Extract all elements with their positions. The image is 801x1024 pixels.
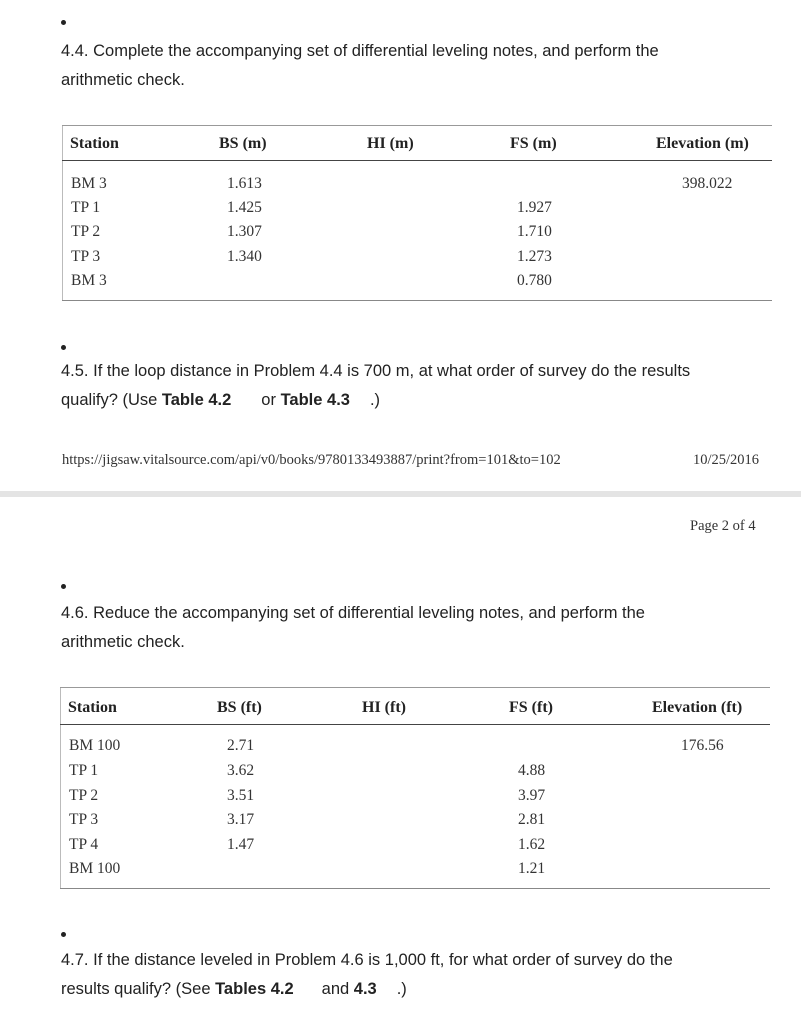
problem-4-7-line1: 4.7. If the distance leveled in Problem 4.6 is 1,000 ft, for what order of survey do the <box>61 951 673 969</box>
table-4-2-ref: Table 4.2 <box>161 391 232 409</box>
bullet-4-4 <box>61 20 66 25</box>
bs-cell: 1.47 <box>227 836 255 853</box>
leveling-table-2 <box>60 687 770 889</box>
problem-4-5-text: or <box>261 391 281 409</box>
problem-4-7 <box>61 946 781 1004</box>
bs-cell: 1.307 <box>227 223 262 240</box>
problem-4-7-text: .) <box>396 980 407 998</box>
print-url: https://jigsaw.vitalsource.com/api/v0/books/9780133493887/print?from=101&to=102 <box>62 452 561 468</box>
problem-4-5-line1: 4.5. If the loop distance in Problem 4.4 is 700 m, at what order of survey do the results <box>61 362 691 380</box>
bs-cell: 3.62 <box>227 762 255 779</box>
bs-cell: 3.51 <box>227 787 255 804</box>
problem-4-5-text: .) <box>369 391 381 409</box>
station-cell: BM 3 <box>71 175 107 192</box>
problem-4-6 <box>61 599 781 657</box>
bs-cell: 1.613 <box>227 175 262 192</box>
table-1-header-fs: FS (m) <box>510 135 557 152</box>
table-1-header-bs: BS (m) <box>219 135 267 152</box>
bullet-4-5 <box>61 345 66 350</box>
bullet-4-6 <box>61 584 66 589</box>
table-4-3-ref: Table 4.3 <box>280 391 350 409</box>
table-1-header-elevation: Elevation (m) <box>656 135 749 152</box>
leveling-table-1 <box>62 125 772 301</box>
bs-cell: 2.71 <box>227 737 255 754</box>
elevation-cell: 398.022 <box>682 175 733 192</box>
print-date: 10/25/2016 <box>693 452 760 468</box>
table-2-header-station: Station <box>68 699 117 716</box>
station-cell: BM 3 <box>71 272 107 289</box>
table-2-header-fs: FS (ft) <box>509 699 553 716</box>
problem-4-5 <box>61 357 781 415</box>
fs-cell: 1.927 <box>517 199 552 216</box>
problem-4-5-line2 <box>61 386 781 415</box>
fs-cell: 3.97 <box>518 787 546 804</box>
problem-4-5-text: qualify? (Use <box>61 391 162 409</box>
table-2-header <box>60 688 770 725</box>
bs-cell: 1.340 <box>227 248 262 265</box>
fs-cell: 1.710 <box>517 223 552 240</box>
problem-4-4-line2: arithmetic check. <box>61 71 185 89</box>
fs-cell: 1.62 <box>518 836 546 853</box>
problem-4-6-line2: arithmetic check. <box>61 633 185 651</box>
station-cell: BM 100 <box>69 737 121 754</box>
table-2-header-hi: HI (ft) <box>362 699 406 716</box>
problem-4-4-line1: 4.4. Complete the accompanying set of differential leveling notes, and perform the <box>61 42 659 60</box>
fs-cell: 1.21 <box>518 860 546 877</box>
fs-cell: 1.273 <box>517 248 552 265</box>
station-cell: TP 2 <box>69 787 99 804</box>
table-1-header <box>62 126 772 161</box>
problem-4-6-line1: 4.6. Reduce the accompanying set of differential leveling notes, and perform the <box>61 604 645 622</box>
table-1-header-station: Station <box>70 135 119 152</box>
elevation-cell: 176.56 <box>681 737 724 754</box>
station-cell: BM 100 <box>69 860 121 877</box>
tables-4-2-ref: Tables 4.2 <box>215 980 294 998</box>
problem-4-7-text: results qualify? (See <box>61 980 216 998</box>
problem-4-4 <box>61 37 781 95</box>
page-number: Page 2 of 4 <box>690 518 756 534</box>
station-cell: TP 4 <box>69 836 99 853</box>
table-1-header-hi: HI (m) <box>367 135 414 152</box>
fs-cell: 2.81 <box>518 811 546 828</box>
problem-4-7-text: and <box>321 980 354 998</box>
station-cell: TP 1 <box>71 199 101 216</box>
table-2-header-elevation: Elevation (ft) <box>652 699 743 716</box>
station-cell: TP 3 <box>69 811 99 828</box>
station-cell: TP 3 <box>71 248 101 265</box>
bs-cell: 1.425 <box>227 199 262 216</box>
station-cell: TP 1 <box>69 762 99 779</box>
bs-cell: 3.17 <box>227 811 255 828</box>
table-2-header-bs: BS (ft) <box>217 699 262 716</box>
fs-cell: 0.780 <box>517 272 552 289</box>
table-4-3-ref: 4.3 <box>353 980 377 998</box>
fs-cell: 4.88 <box>518 762 546 779</box>
station-cell: TP 2 <box>71 223 101 240</box>
problem-4-7-line2 <box>61 975 781 1004</box>
page-divider <box>0 491 801 497</box>
bullet-4-7 <box>61 932 66 937</box>
